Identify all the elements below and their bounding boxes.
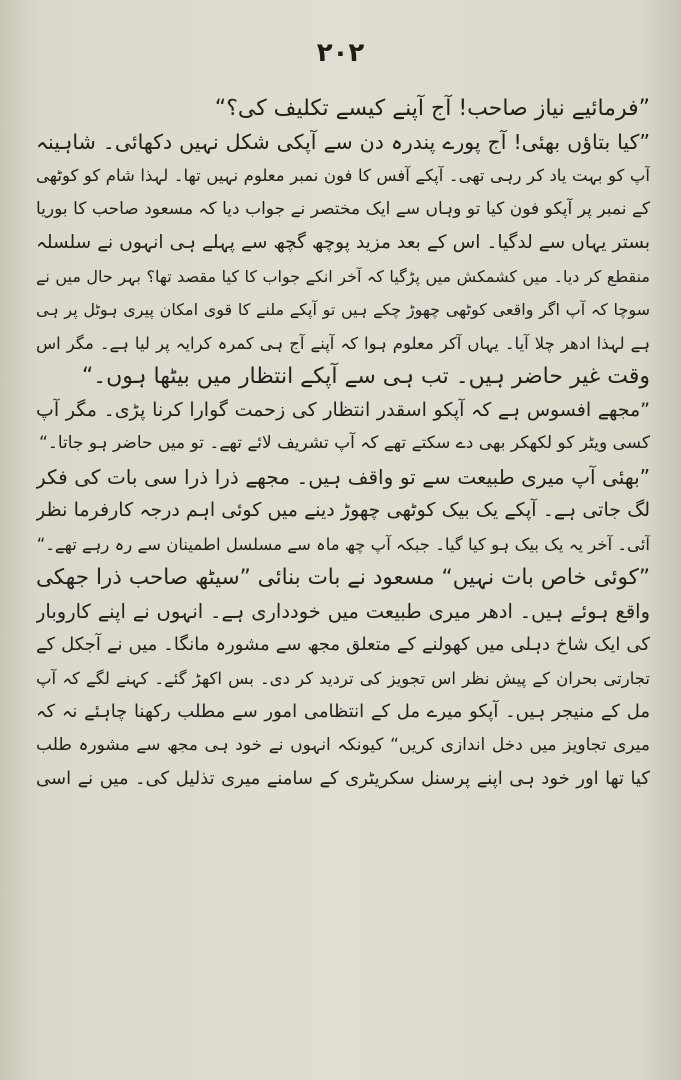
text-line: ”مجھے افسوس ہے کہ آپکو اسقدر انتظار کی زحمت گوارا کرنا پڑی۔ مگر آپ bbox=[36, 398, 650, 421]
text-line: لگ جاتی ہے۔ آپکے یک بیک کوٹھی چھوڑ دینے میں کوئی اہم درجہ کارفرما نظر bbox=[36, 499, 650, 521]
text-line: منقطع کر دیا۔ میں کشمکش میں پڑگیا کہ آخر انکے جواب کا کیا مقصد تھا؟ بہر حال میں نے bbox=[36, 266, 650, 286]
text-line: واقع ہوئے ہیں۔ ادھر میری طبیعت میں خودداری ہے۔ انہوں نے اپنے کاروبار bbox=[36, 599, 650, 623]
text-line: بستر یہاں سے لدگیا۔ اس کے بعد مزید پوچھ گچھ سے پہلے ہی انہوں نے سلسلہ bbox=[36, 232, 650, 253]
text-line: سوچا کہ آپ اگر واقعی کوٹھی چھوڑ چکے ہیں تو آپکے ملنے کا قوی امکان پیری ہوٹل پر ہی bbox=[36, 300, 650, 319]
text-line: آئی۔ آخر یہ یک بیک ہو کیا گیا۔ جبکہ آپ چھ ماہ سے مسلسل اطمینان سے رہ رہے تھے۔“ bbox=[36, 534, 650, 554]
text-line: ”کیا بتاؤں بھئی! آج پورے پندرہ دن سے آپکی شکل نہیں دکھائی۔ شاہینہ bbox=[36, 129, 650, 154]
text-line: کے نمبر پر آپکو فون کیا تو وہاں سے ایک مختصر نے جواب دیا کہ مسعود صاحب کا بوریا bbox=[36, 198, 650, 219]
text-line: آپ کو بہت یاد کر رہی تھی۔ آپکے آفس کا فون نمبر معلوم نہیں تھا۔ لہذا شام کو کوٹھی bbox=[36, 166, 650, 185]
text-line: کسی ویٹر کو لکھکر بھی دے سکتے تھے کہ آپ تشریف لائے تھے۔ تو میں حاضر ہو جاتا۔“ bbox=[39, 433, 650, 453]
text-line: ”کوئی خاص بات نہیں“ مسعود نے بات بنائی ”سیٹھ صاحب ذرا جھکی bbox=[36, 565, 650, 590]
text-line: کیا تھا اور خود ہی اپنے پرسنل سکریٹری کے سامنے میری تذلیل کی۔ میں نے اسی bbox=[36, 768, 650, 789]
page-number: ۲۰۲ bbox=[316, 38, 365, 68]
text-line: وقت غیر حاضر ہیں۔ تب ہی سے آپکے انتظار میں بیٹھا ہوں۔“ bbox=[81, 364, 650, 389]
text-line: ہے لہذا ادھر چلا آیا۔ یہاں آکر معلوم ہوا کہ آپنے آج ہی کمرہ کرایہ پر لیا ہے۔ مگر اس bbox=[36, 333, 650, 353]
text-line: میری تجاویز میں دخل اندازی کریں“ کیونکہ انہوں نے خود ہی مجھ سے مشورہ طلب bbox=[36, 734, 650, 755]
text-line: کی ایک شاخ دہلی میں کھولنے کے متعلق مجھ سے مشورہ مانگا۔ میں نے آجکل کے bbox=[36, 634, 650, 655]
body-text bbox=[36, 92, 650, 796]
text-line: ”بھئی آپ میری طبیعت سے تو واقف ہیں۔ مجھے ذرا ذرا سی بات کی فکر bbox=[36, 464, 650, 489]
text-line: تجارتی بحران کے پیش نظر اس تجویز کی تردید کر دی۔ بس اکھڑ گئے۔ کہنے لگے کہ آپ bbox=[36, 668, 650, 688]
text-line: ”فرمائیے نیاز صاحب! آج آپنے کیسے تکلیف کی؟“ bbox=[214, 96, 650, 121]
text-line: مل کے منیجر ہیں۔ آپکو میرے مل کے انتظامی امور سے مطلب رکھنا چاہئے نہ کہ bbox=[36, 701, 650, 722]
